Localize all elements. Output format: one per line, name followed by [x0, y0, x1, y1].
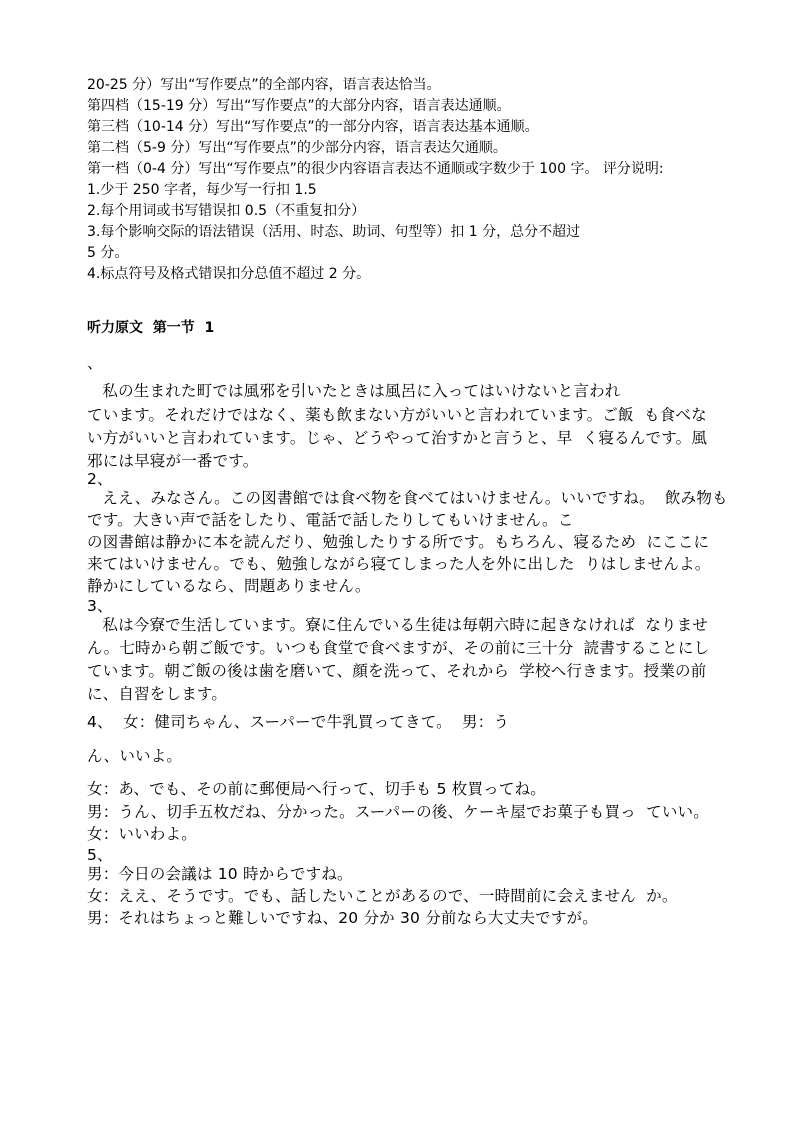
transcript-line-3: ています。それだけではなく、薬も飲まない方がいいと言われています。ご飯 も食べな [87, 406, 707, 424]
transcript-line-20: 男：うん、切手五枚だね、分かった。スーパーの後、ケーキ屋でお菓子も買っ ていい。 [87, 803, 709, 821]
scoring-line-10: 4.标点符号及格式错误扣分总值不超过 2 分。 [87, 266, 371, 282]
scoring-line-8: 3.每个影响交际的语法错误（活用、时态、助词、句型等）扣 1 分，总分不超过 [87, 224, 581, 240]
transcript-line-5: 邪には早寝が一番です。 [87, 452, 259, 470]
scoring-line-7: 2.每个用词或书写错误扣 0.5（不重复扣分） [87, 203, 366, 219]
transcript-line-23: 男：今日の会議は 10 時からですね。 [87, 865, 353, 883]
transcript-line-15: ています。朝ご飯の後は歯を磨いて、顔を洗って、それから 学校へ行きます。授業の前 [87, 662, 707, 680]
transcript-line-21: 女：いいわよ。 [87, 825, 197, 843]
transcript-line-16: に、自習をします。 [87, 685, 228, 703]
transcript-line-25: 男：それはちょっと難しいですね、20 分か 30 分前なら大丈夫ですが。 [87, 909, 598, 927]
scoring-line-9: 5 分。 [87, 245, 129, 261]
transcript-line-8: です。大きい声で話をしたり、電話で話したりしてもいけません。こ [87, 511, 574, 529]
scoring-line-6: 1.少于 250 字者，每少写一行扣 1.5 [87, 182, 317, 198]
transcript-line-1: 、 [87, 354, 103, 372]
transcript-line-11: 静かにしているなら、問題ありません。 [87, 577, 371, 595]
transcript-line-13: 私は今寮で生活しています。寮に住んでいる生徒は毎朝六時に起きなければ なりませ [87, 616, 708, 634]
scoring-line-1: 20-25 分）写出“写作要点”的全部内容，语言表达恰当。 [87, 77, 441, 93]
transcript-line-4: い方がいいと言われています。じゃ、どうやって治すかと言うと、早 く寝るんです。風 [87, 429, 708, 447]
transcript-line-22: 5、 [87, 846, 113, 864]
transcript-line-2: 私の生まれた町では風邪を引いたときは風呂に入ってはいけないと言われ [87, 382, 621, 400]
listening-heading: 听力原文 第一节 1 [87, 320, 215, 336]
transcript-line-14: ん。七時から朝ご飯です。いつも食堂で食べますが、その前に三十分 読書することにし [87, 639, 710, 657]
transcript-line-6: 2、 [87, 470, 113, 488]
transcript-line-10: 来てはいけません。でも、勉強しながら寝てしまった人を外に出した りはしませんよ。 [87, 555, 711, 573]
scoring-line-2: 第四档（15-19 分）写出“写作要点”的大部分内容，语言表达通顺。 [87, 98, 511, 114]
transcript-line-19: 女：あ、でも、その前に郵便局へ行って、切手も 5 枚買ってね。 [87, 780, 546, 798]
transcript-line-12: 3、 [87, 597, 113, 615]
scoring-line-3: 第三档（10-14 分）写出“写作要点”的一部分内容，语言表达基本通顺。 [87, 119, 539, 135]
transcript-line-24: 女：ええ、そうです。でも、話したいことがあるので、一時間前に会えません か。 [87, 887, 678, 905]
transcript-line-7: ええ、みなさん。この図書館では食べ物を食べてはいけません。いいですね。 飲み物も [87, 489, 728, 507]
scoring-line-4: 第二档（5-9 分）写出“写作要点”的少部分内容，语言表达欠通顺。 [87, 140, 507, 156]
transcript-line-9: の図書館は静かに本を読んだり、勉強したりする所です。もちろん、寝るため にここに [87, 533, 710, 551]
scoring-line-5: 第一档（0-4 分）写出“写作要点”的很少内容语言表达不通顺或字数少于 100 字。 评分说明: [87, 161, 664, 177]
transcript-line-18: ん、いいよ。 [87, 747, 183, 765]
transcript-line-17: 4、 女：健司ちゃん、スーパーで牛乳買ってきて。 男：う [87, 713, 510, 731]
